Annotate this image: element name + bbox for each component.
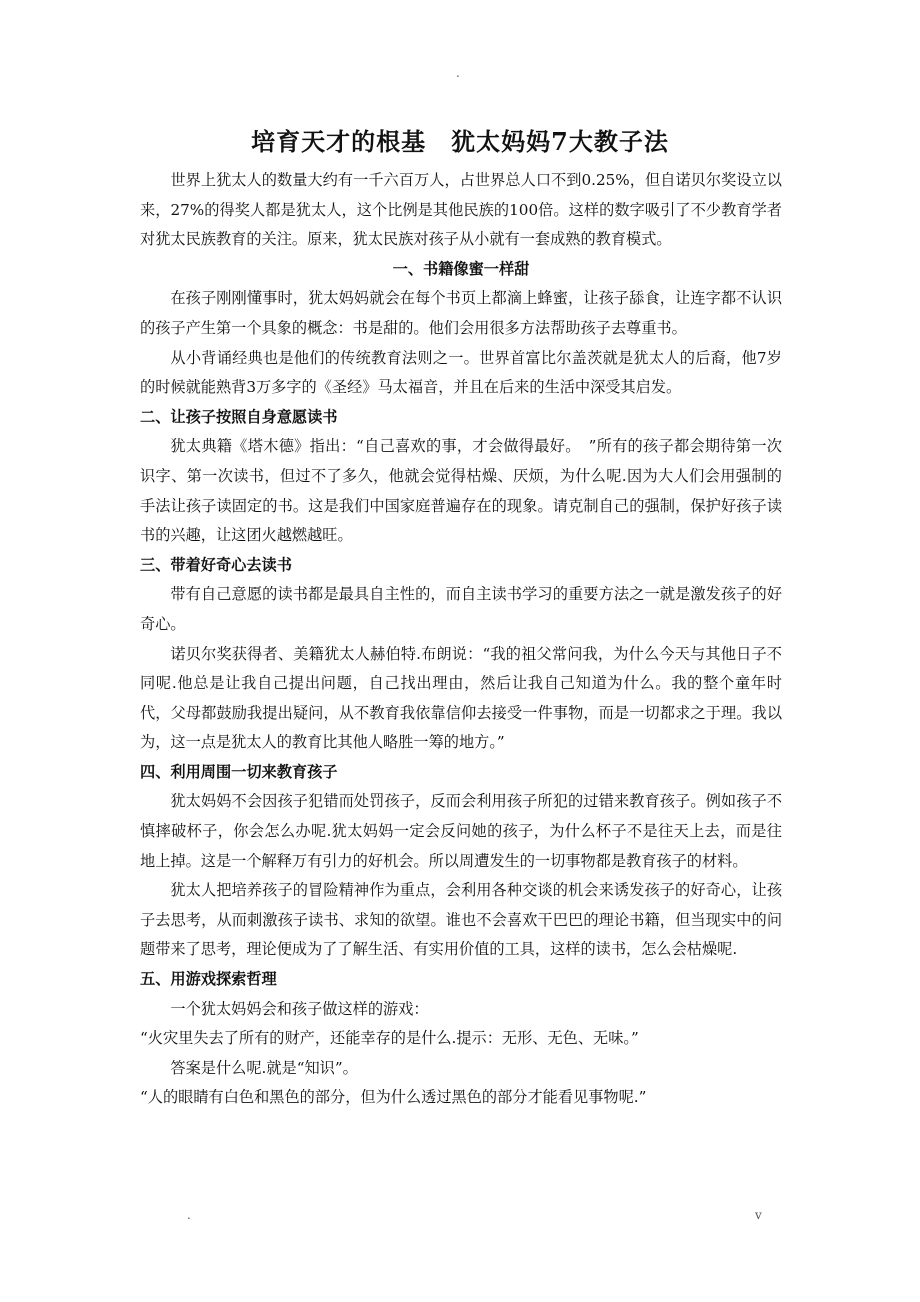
section-4-heading: 四、利用周围一切来教育孩子 — [140, 762, 338, 781]
section-1-paragraph-2: 从小背诵经典也是他们的传统教育法则之一。世界首富比尔盖茨就是犹太人的后裔，他7岁的时候就能熟背3万多字的《圣经》马太福音，并且在后来的生活中深受其启发。 — [140, 348, 782, 397]
section-3-paragraph-2: 诺贝尔奖获得者、美籍犹太人赫伯特.布朗说：“我的祖父常问我，为什么今天与其他日子不同呢.他总是让我自己提出问题，自己找出理由，然后让我自己知道为什么。我的整个童年时代，父母都鼓励我提出疑问，从不教育我依靠信仰去接受一件事物，而是一切都求之于理。我以为，这一点是犹太人的教育比其他人略胜一筹的地方。” — [140, 644, 782, 752]
page-title: 培育天才的根基 犹太妈妈7大教子法 — [251, 127, 669, 156]
intro-paragraph: 世界上犹太人的数量大约有一千六百万人，占世界总人口不到0.25%，但自诺贝尔奖设立以来，27%的得奖人都是犹太人，这个比例是其他民族的100倍。这样的数字吸引了不少教育学者对犹太民族教育的关注。原来，犹太民族对孩子从小就有一套成熟的教育模式。 — [140, 171, 782, 249]
footer-left-mark: . — [187, 1208, 191, 1222]
section-1-paragraph-1: 在孩子刚刚懂事时，犹太妈妈就会在每个书页上都滴上蜂蜜，让孩子舔食，让连字都不认识的孩子产生第一个具象的概念：书是甜的。他们会用很多方法帮助孩子去尊重书。 — [140, 289, 782, 337]
section-5-question-1: “火灾里失去了所有的财产，还能幸存的是什么.提示：无形、无色、无味。” — [140, 1029, 639, 1048]
section-3-paragraph-1: 带有自己意愿的读书都是最具自主性的，而自主读书学习的重要方法之一就是激发孩子的好奇心。 — [140, 585, 782, 633]
section-2-paragraph-1: 犹太典籍《塔木德》指出：“自己喜欢的事，才会做得最好。 ”所有的孩子都会期待第一次识字、第一次读书，但过不了多久，他就会觉得枯燥、厌烦，为什么呢.因为大人们会用强制的手法让孩子读固定的书。这是我们中国家庭普遍存在的现象。请克制自己的强制，保护好孩子读书的兴趣，让这团火越燃越旺。 — [140, 437, 782, 545]
section-5-answer-1: 答案是什么呢.就是“知识”。 — [170, 1058, 358, 1077]
section-5-question-2: “人的眼睛有白色和黑色的部分，但为什么透过黑色的部分才能看见事物呢.” — [140, 1088, 647, 1107]
section-3-heading: 三、带着好奇心去读书 — [140, 555, 292, 574]
section-2-heading: 二、让孩子按照自身意愿读书 — [140, 407, 338, 426]
footer-right-mark: v — [755, 1208, 762, 1222]
section-5-heading: 五、用游戏探索哲理 — [140, 970, 277, 989]
header-mark: . — [456, 66, 460, 80]
section-5-paragraph-1: 一个犹太妈妈会和孩子做这样的游戏： — [170, 999, 429, 1018]
document-body — [140, 166, 782, 1113]
section-4-paragraph-2: 犹太人把培养孩子的冒险精神作为重点，会利用各种交谈的机会来诱发孩子的好奇心，让孩子去思考，从而刺激孩子读书、求知的欲望。谁也不会喜欢干巴巴的理论书籍，但当现实中的问题带来了思考，理论便成为了了解生活、有实用价值的工具，这样的读书，怎么会枯燥呢. — [140, 881, 782, 959]
section-1-heading: 一、书籍像蜜一样甜 — [392, 259, 530, 278]
section-4-paragraph-1: 犹太妈妈不会因孩子犯错而处罚孩子，反而会利用孩子所犯的过错来教育孩子。例如孩子不慎摔破杯子，你会怎么办呢.犹太妈妈一定会反问她的孩子，为什么杯子不是往天上去，而是往地上掉。这是一个解释万有引力的好机会。所以周遭发生的一切事物都是教育孩子的材料。 — [140, 792, 782, 870]
